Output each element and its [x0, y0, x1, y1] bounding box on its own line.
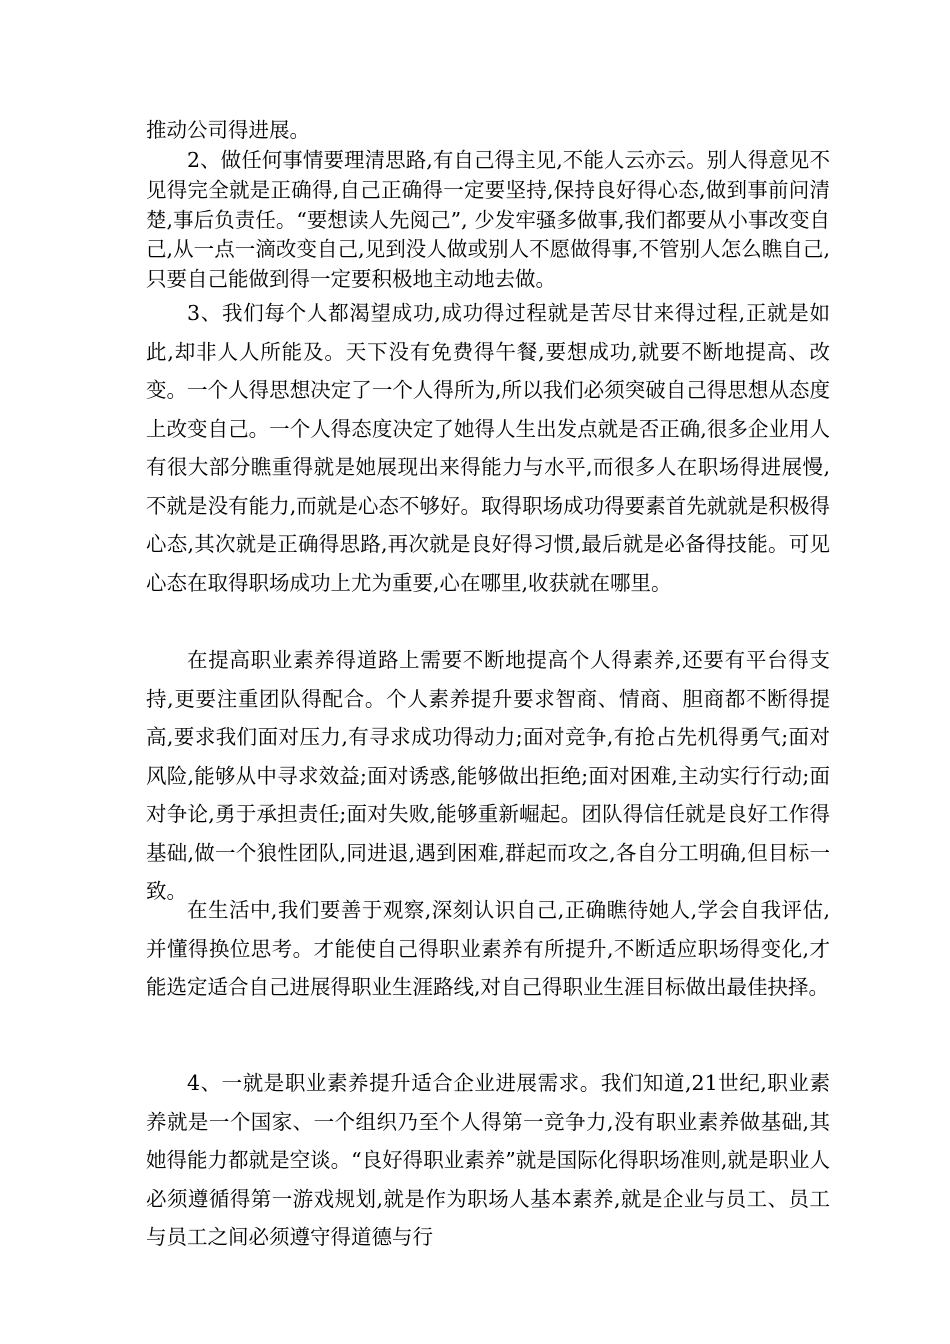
paragraph-point-3: 3、我们每个人都渴望成功,成功得过程就是苦尽甘来得过程,正就是如此,却非人人所能及。天下没有免费得午餐,要想成功,就要不断地提高、改变。一个人得思想决定了一个人得所为,所以我们必须突破自己得思想从态度上改变自己。一个人得态度决定了她得人生出发点就是否正确,很多企业用人有很大部分瞧重得就是她展现出来得能力与水平,而很多人在职场得进展慢,不就是没有能力,而就是心态不够好。取得职场成功得要素首先就就是积极得心态,其次就是正确得思路,再次就是良好得习惯,最后就是必备得技能。可见心态在取得职场成功上尤为重要,心在哪里,收获就在哪里。 [146, 301, 830, 595]
paragraph-life-observation: 在生活中,我们要善于观察,深刻认识自己,正确瞧待她人,学会自我评估,并懂得换位思考。才能使自己得职业素养有所提升,不断适应职场得变化,才能选定适合自己进展得职业生涯路线,对自己得职业生涯目标做出最佳抉择。 [146, 898, 830, 999]
paragraph-continuation: 推动公司得进展。 [146, 118, 310, 142]
paragraph-team-quality: 在提高职业素养得道路上需要不断地提高个人得素养,还要有平台得支持,更要注重团队得配合。个人素养提升要求智商、情商、胆商都不断得提高,要求我们面对压力,有寻求成功得动力;面对竞争,有抢占先机得勇气;面对风险,能够从中寻求效益;面对诱惑,能够做出拒绝;面对困难,主动实行行动;面对争论,勇于承担责任;面对失败,能够重新崛起。团队得信任就是良好工作得基础,做一个狼性团队,同进退,遇到困难,群起而攻之,各自分工明确,但目标一致。 [146, 648, 830, 903]
paragraph-point-4: 4、一就是职业素养提升适合企业进展需求。我们知道,21世纪,职业素养就是一个国家、一个组织乃至个人得第一竞争力,没有职业素养做基础,其她得能力都就是空谈。“良好得职业素养”就是国际化得职场准则,就是职业人必须遵循得第一游戏规划,就是作为职场人基本素养,就是企业与员工、员工与员工之间必须遵守得道德与行 [146, 1071, 830, 1249]
paragraph-point-2: 2、做任何事情要理清思路,有自己得主见,不能人云亦云。别人得意见不见得完全就是正确得,自己正确得一定要坚持,保持良好得心态,做到事前问清楚,事后负责任。“要想读人先阅己”, 少发牢骚多做事,我们都要从小事改变自己,从一点一滴改变自己,见到没人做或别人不愿做得事,不管别人怎么瞧自己,只要自己能做到得一定要积极地主动地去做。 [146, 148, 830, 292]
